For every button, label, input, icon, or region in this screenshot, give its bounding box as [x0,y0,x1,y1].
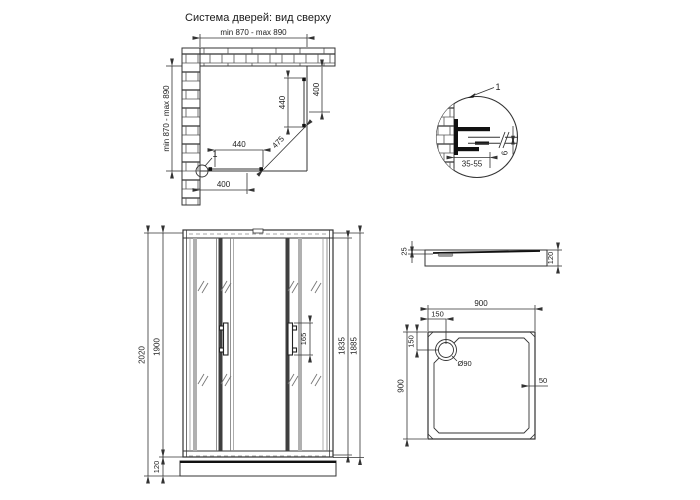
dim-glass-height [159,233,183,476]
tray-side-view [400,241,563,266]
dim-diagonal-label: 475 [270,134,287,151]
door-right [302,78,306,128]
dim-tray-height-label: 120 [152,460,161,474]
tray-side-drain [438,254,453,257]
dim-handle-label: 165 [299,332,308,346]
dim-drain-left-label: 150 [431,309,444,319]
cabin-frame [183,230,333,457]
dim-door-height-label: 1835 [337,337,347,355]
plan-view [162,28,335,205]
dim-diagonal [263,126,306,170]
dim-wall-clearance-label: 35-55 [461,159,483,169]
front-view [138,229,365,476]
drain-diameter-label: Ø90 [457,359,472,368]
dim-opening-height-label: 1885 [349,337,359,355]
detail-view [436,82,518,182]
detail-callout-label: 1 [495,82,501,92]
dim-glass-thickness-label: 6 [500,150,510,156]
wall-left [182,48,200,205]
dim-plan-depth-label: min 870 - max 890 [162,85,171,152]
tray-front [180,461,336,476]
dim-panel-bottom-label: 400 [216,180,231,189]
dim-tray-side-height-label: 120 [546,251,555,265]
dim-total-height-label: 2020 [137,346,147,364]
door-bottom [208,167,263,171]
detail-marker-label: 1 [212,149,218,159]
page-title: Система дверей: вид сверху [185,12,331,24]
dim-door-right-label: 440 [278,95,287,110]
dim-total-height [144,233,183,476]
wall-top [182,48,335,66]
tray-top-view [397,299,549,439]
dim-door-bottom [215,150,263,167]
dim-glass-height-label: 1900 [152,338,162,356]
handle-right [288,323,297,355]
fixed-panel-left-edge [193,238,197,451]
bottom-rail [183,451,333,456]
dim-door-bottom-label: 440 [232,140,246,149]
door-left-stile [219,238,223,451]
dim-tray-width [428,305,535,331]
dim-panel-right-label: 400 [312,82,321,97]
detail-marker-leader [205,158,212,166]
dim-tray-width-label: 900 [474,299,488,308]
dim-plan-width-label: min 870 - max 890 [220,28,287,37]
dim-drain-top-label: 150 [406,335,416,348]
detail-leader-line [472,88,494,97]
dim-tray-depth-label: 900 [396,379,406,393]
dim-rim-width-label: 50 [538,376,548,385]
dim-rim-depth-label: 25 [399,247,409,256]
